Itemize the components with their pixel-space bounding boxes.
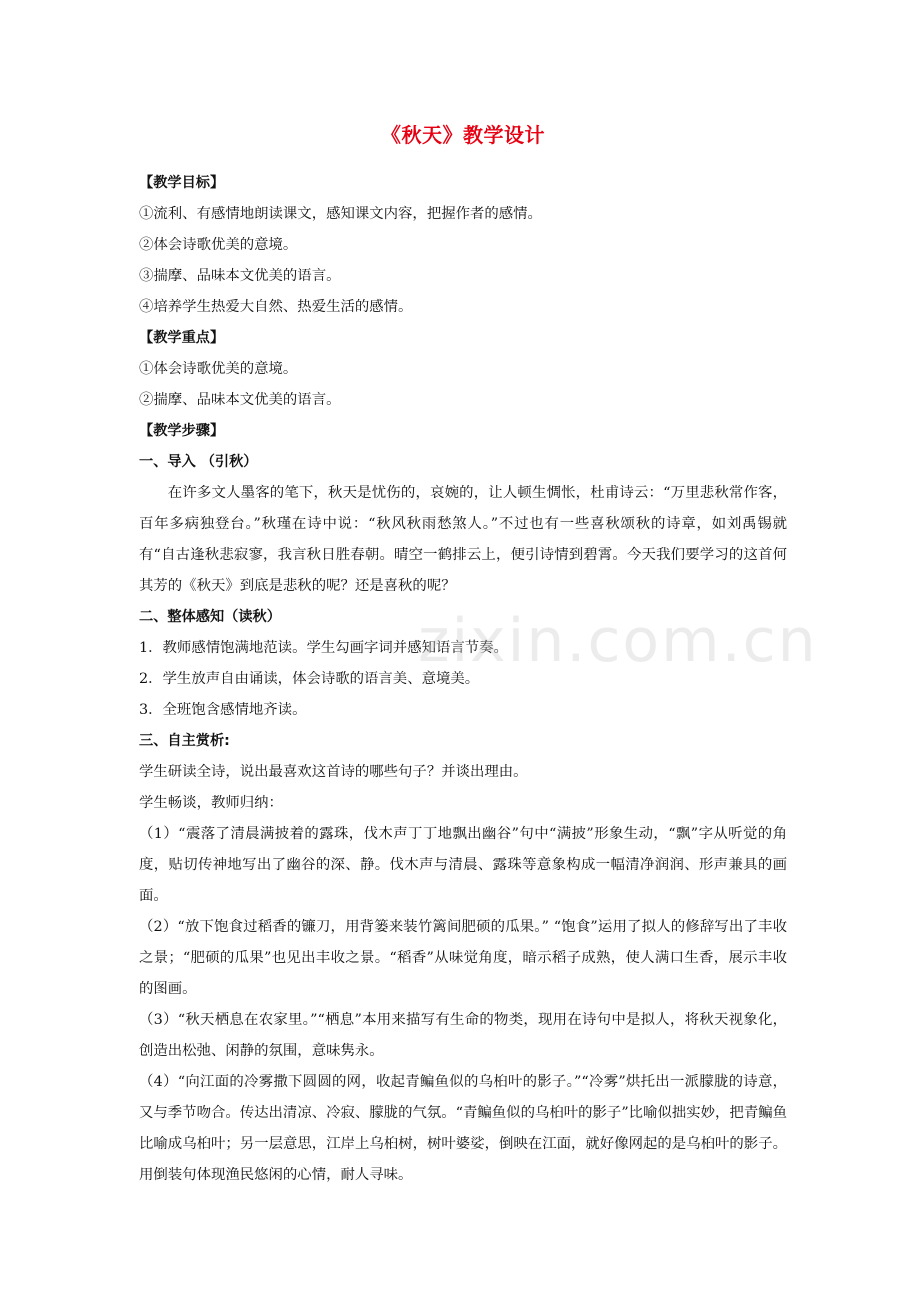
- analysis-paragraph: （4）“向江面的冷雾撒下圆圆的网，收起青鳊鱼似的乌桕叶的影子。”“冷雾”烘托出一派朦胧的诗意，又与季节吻合。传达出清凉、冷寂、朦胧的气氛。“青鳊鱼似的乌桕叶的影子”比喻似拙实妙，把青鳊鱼比喻成乌桕叶；另一层意思，江岸上乌桕树，树叶婆娑，倒映在江面，就好像网起的是乌桕叶的影子。用倒装句体现渔民悠闲的心情，耐人寻味。: [139, 1074, 787, 1183]
- goal-item: ③揣摩、品味本文优美的语言。: [139, 268, 341, 284]
- analysis-paragraph: （3）“秋天栖息在农家里。”“栖息”本用来描写有生命的物类，现用在诗句中是拟人，将秋天视象化，创造出松弛、闲静的氛围，意味隽永。: [139, 1012, 787, 1059]
- document-title: 《秋天》教学设计: [381, 123, 545, 147]
- appreciate-heading: 三、自主赏析:: [139, 733, 230, 749]
- appreciate-line: 学生研读全诗，说出最喜欢这首诗的哪些句子？并谈出理由。: [139, 764, 528, 780]
- analysis-paragraph: （2）“放下饱食过稻香的镰刀，用背篓来装竹篱间肥硕的瓜果。” “饱食”运用了拟人的修辞写出了丰收之景；“肥硕的瓜果”也见出丰收之景。“稻香”从味觉角度，暗示稻子成熟，使人满口生香，展示丰收的图画。: [139, 919, 787, 997]
- goal-item: ①流利、有感情地朗读课文，感知课文内容，把握作者的感情。: [139, 206, 542, 222]
- overall-item: 2．学生放声自由诵读，体会诗歌的语言美、意境美。: [139, 671, 480, 687]
- overall-item: 3．全班饱含感情地齐读。: [139, 702, 307, 718]
- intro-heading: 一、导入 （引秋）: [139, 454, 258, 470]
- analysis-paragraph: （1）“震落了清晨满披着的露珠，伐木声丁丁地飘出幽谷”句中“满披”形象生动，“飘”字从听觉的角度，贴切传神地写出了幽谷的深、静。伐木声与清晨、露珠等意象构成一幅清净润润、形声兼具的画面。: [139, 826, 787, 904]
- appreciate-line: 学生畅谈，教师归纳：: [139, 795, 283, 811]
- goal-item: ④培养学生热爱大自然、热爱生活的感情。: [139, 299, 413, 315]
- goals-heading: 【教学目标】: [139, 175, 225, 191]
- intro-paragraph: 在许多文人墨客的笔下，秋天是忧伤的，哀婉的，让人顿生惆怅，杜甫诗云：“万里悲秋常作客，百年多病独登台。”秋瑾在诗中说：“秋风秋雨愁煞人。”不过也有一些喜秋颂秋的诗章，如刘禹锡就有“自古逢秋悲寂寥，我言秋日胜春朝。晴空一鹤排云上，便引诗情到碧霄。今天我们要学习的这首何其芳的《秋天》到底是悲秋的呢？还是喜秋的呢？: [139, 485, 787, 594]
- watermark: zixin.com.cn: [418, 606, 818, 676]
- overall-item: 1．教师感情饱满地范读。学生勾画字词并感知语言节奏。: [139, 640, 508, 656]
- key-points-heading: 【教学重点】: [139, 330, 225, 346]
- steps-heading: 【教学步骤】: [139, 423, 225, 439]
- goal-item: ②体会诗歌优美的意境。: [139, 237, 298, 253]
- overall-heading: 二、整体感知（读秋）: [139, 609, 281, 625]
- document-page: [139, 120, 787, 1191]
- key-point-item: ②揣摩、品味本文优美的语言。: [139, 392, 341, 408]
- key-point-item: ①体会诗歌优美的意境。: [139, 361, 298, 377]
